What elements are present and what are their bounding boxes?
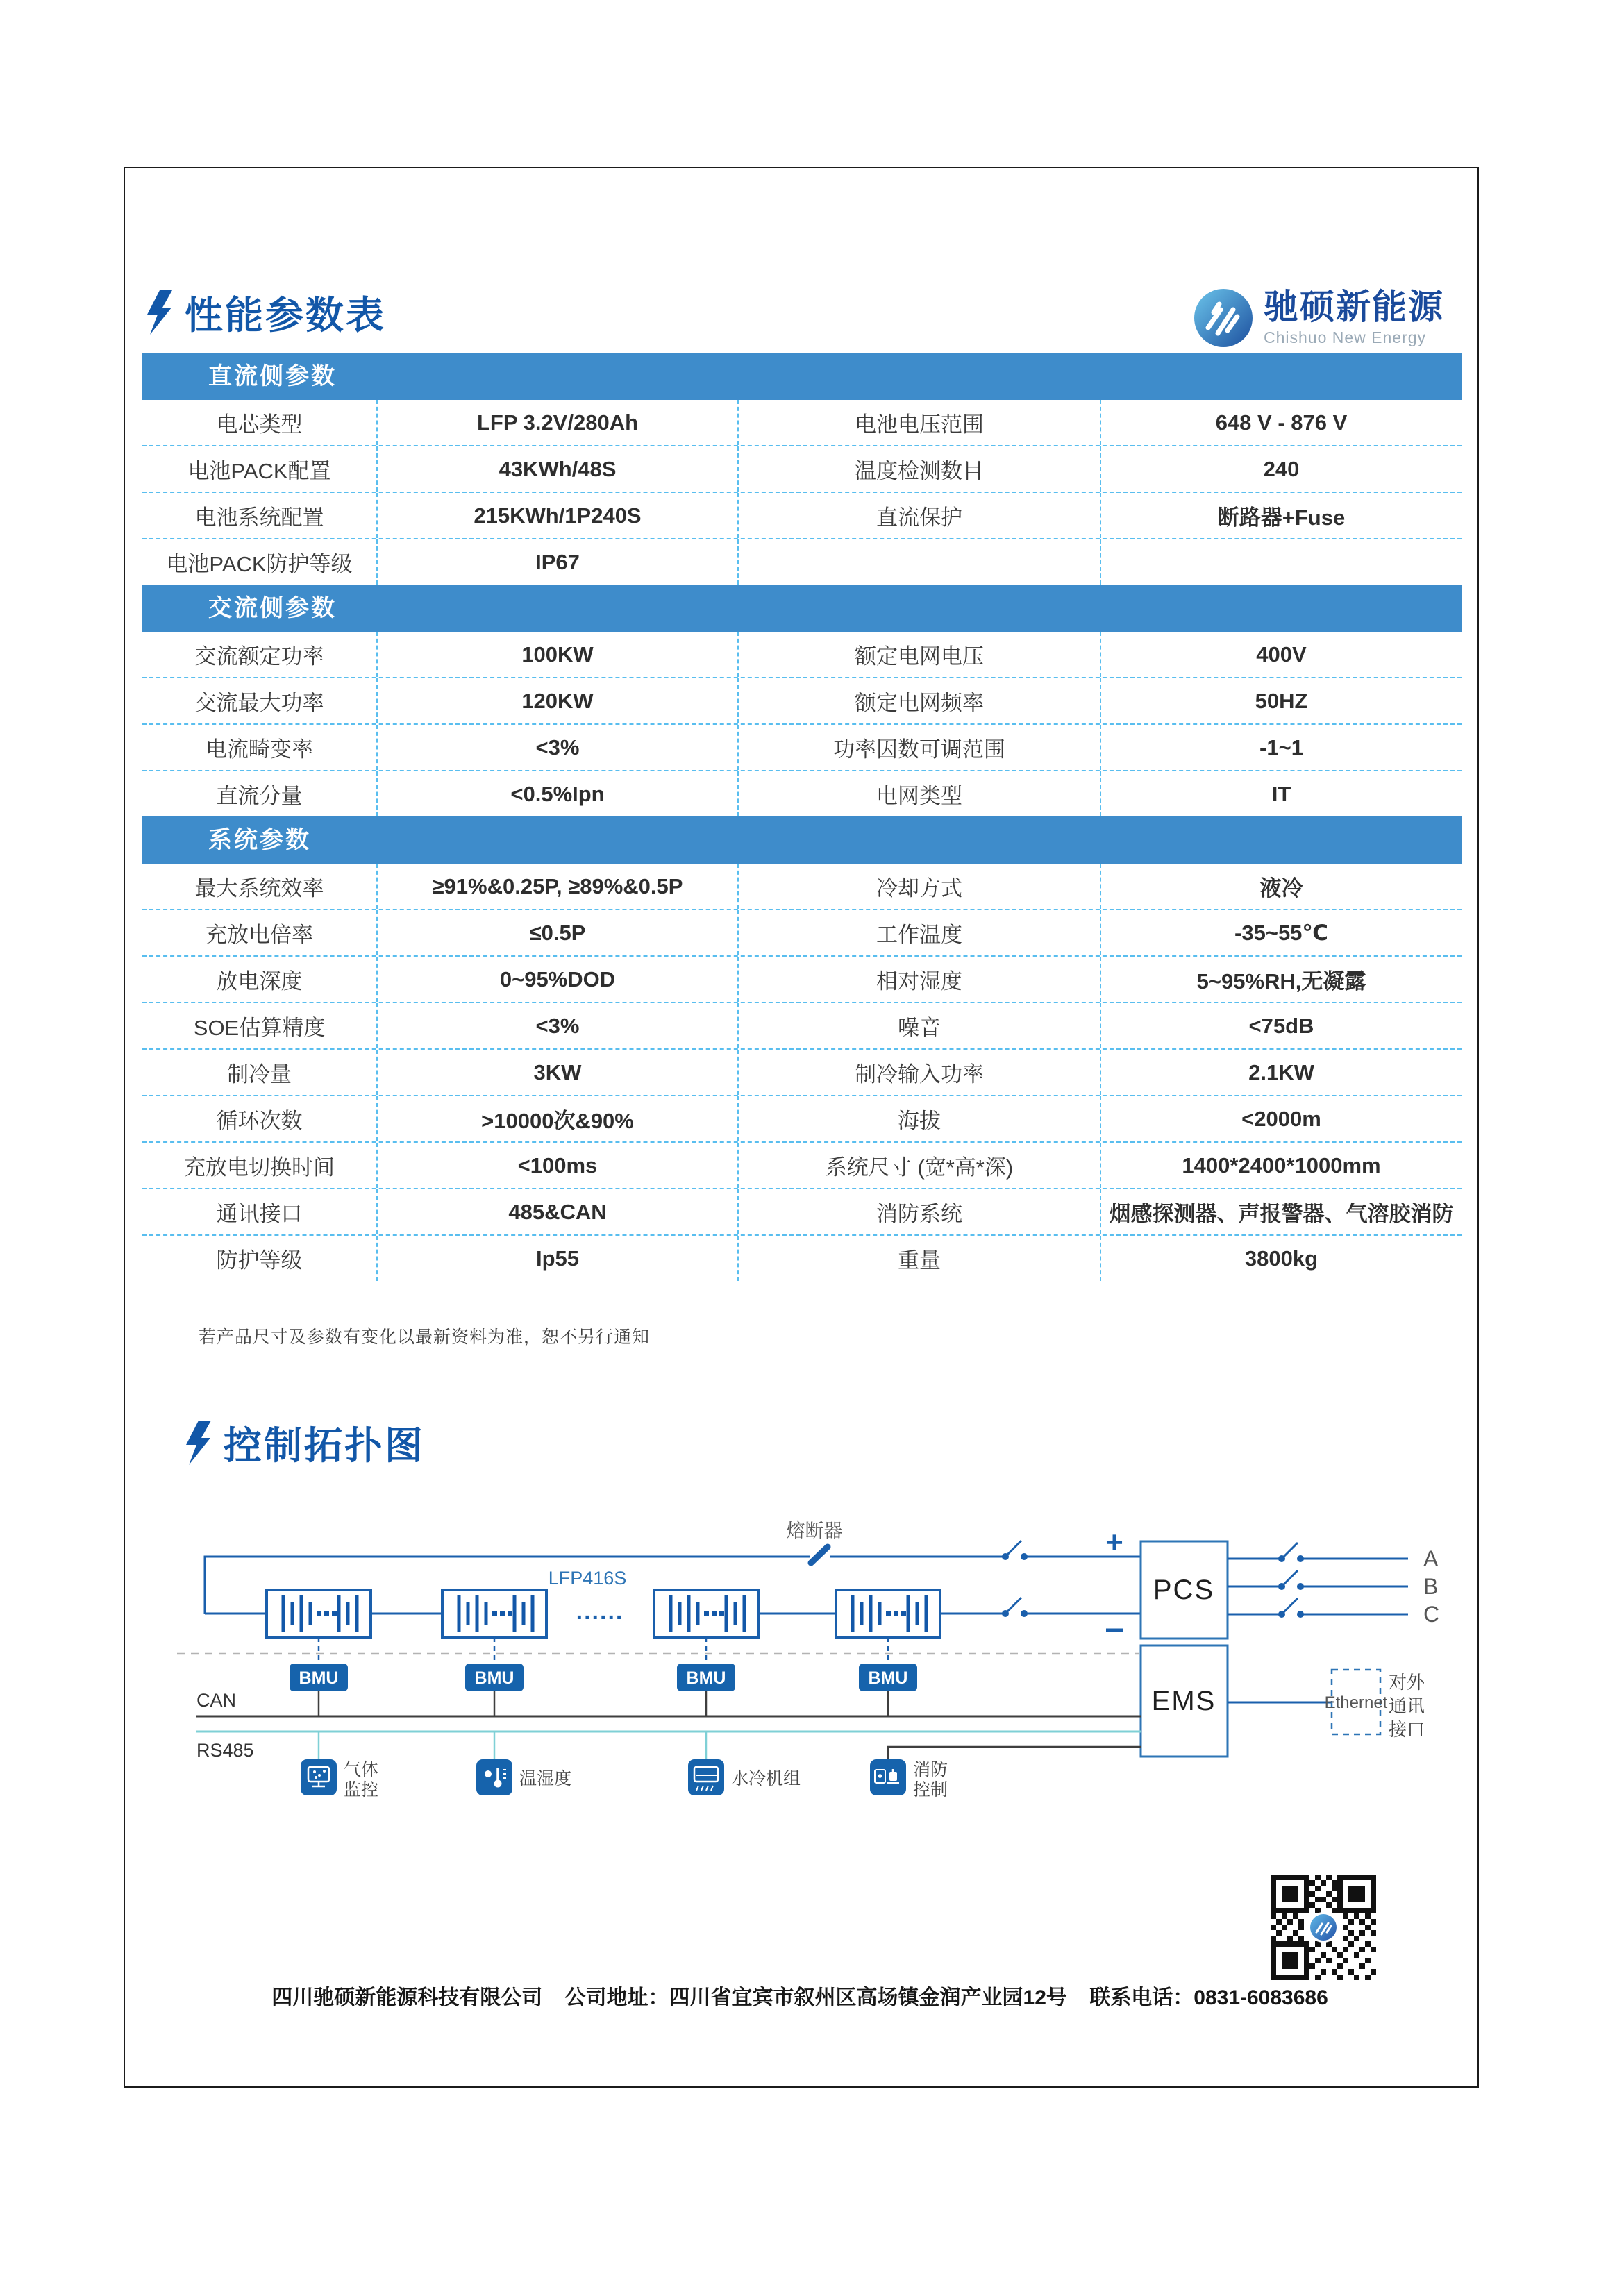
param-value: <2000m: [1100, 1096, 1462, 1141]
table-row: [142, 678, 1462, 725]
minus-sign: −: [1104, 1612, 1125, 1649]
pcs-label: PCS: [1153, 1575, 1215, 1605]
phase-a-label: A: [1423, 1546, 1439, 1571]
disclaimer-note: 若产品尺寸及参数有变化以最新资料为准，恕不另行通知: [199, 1327, 651, 1347]
table-row: [142, 1003, 1462, 1050]
param-label: 最大系统效率: [194, 876, 324, 900]
table-row: [142, 1096, 1462, 1143]
section-ac-rows: [142, 632, 1462, 816]
param-value: IP67: [376, 539, 737, 585]
bmu-label: BMU: [868, 1668, 908, 1688]
table-row: [142, 1236, 1462, 1281]
device-label: 监控: [344, 1780, 379, 1800]
param-value: 215KWh/1P240S: [376, 493, 737, 538]
footer-phone: 联系电话：0831-6083686: [1089, 1986, 1328, 2009]
water-cooling-icon: [688, 1759, 724, 1795]
param-label: 冷却方式: [737, 864, 1100, 909]
dc-minus-switch: [1003, 1598, 1027, 1616]
param-value: 1400*2400*1000mm: [1100, 1143, 1462, 1188]
param-label: 电网类型: [737, 771, 1100, 816]
param-value: 485&CAN: [376, 1189, 737, 1234]
param-value: 400V: [1100, 632, 1462, 677]
param-value: <0.5%Ipn: [376, 771, 737, 816]
param-label: 直流分量: [216, 784, 303, 808]
param-label: 消防系统: [737, 1189, 1100, 1234]
param-value: <3%: [376, 725, 737, 770]
param-value: 648 V - 876 V: [1100, 400, 1462, 445]
table-row: [142, 632, 1462, 678]
table-row: [142, 1189, 1462, 1236]
param-value: 120KW: [376, 678, 737, 723]
param-value: 50HZ: [1100, 678, 1462, 723]
param-label: SOE估算精度: [193, 1016, 326, 1040]
param-value: -1~1: [1100, 725, 1462, 770]
company-logo-icon: [1193, 287, 1254, 349]
control-topology-diagram: [124, 1500, 1479, 1826]
can-label: CAN: [196, 1690, 237, 1711]
table-row: [142, 957, 1462, 1003]
battery-bmu-links: [319, 1637, 888, 1664]
footer-company-name: 四川驰硕新能源科技有限公司: [271, 1986, 543, 2009]
section-header-system: 系统参数: [142, 816, 1462, 864]
param-value: 2.1KW: [1100, 1050, 1462, 1095]
param-label: [737, 539, 1100, 585]
gas-monitor-icon: [301, 1759, 337, 1795]
external-port-label: 接口: [1389, 1719, 1425, 1740]
param-label: 海拔: [737, 1096, 1100, 1141]
param-label: 电池PACK配置: [187, 459, 331, 483]
table-row: [142, 1143, 1462, 1189]
param-value: IT: [1100, 771, 1462, 816]
param-label: 额定电网频率: [737, 678, 1100, 723]
plus-sign: +: [1105, 1525, 1123, 1559]
param-label: 功率因数可调范围: [737, 725, 1100, 770]
param-value: 5~95%RH,无凝露: [1100, 957, 1462, 1002]
bmu-can-links: [319, 1691, 888, 1716]
lightning-icon: [182, 1421, 211, 1465]
phase-c-label: C: [1423, 1602, 1440, 1627]
param-value: ≥91%&0.25P, ≥89%&0.5P: [376, 864, 737, 909]
param-value: <3%: [376, 1003, 737, 1048]
param-label: 放电深度: [216, 969, 303, 994]
param-label: 重量: [737, 1236, 1100, 1281]
param-value: ≤0.5P: [376, 910, 737, 955]
param-value: 3KW: [376, 1050, 737, 1095]
param-label: 交流额定功率: [194, 644, 324, 669]
param-value: 液冷: [1100, 864, 1462, 909]
bmu-label: BMU: [686, 1668, 726, 1688]
bmu-label: BMU: [299, 1668, 339, 1688]
param-label: 电池PACK防护等级: [166, 552, 353, 576]
battery-pack: [836, 1590, 940, 1637]
table-row: [142, 864, 1462, 910]
param-value: 断路器+Fuse: [1100, 493, 1462, 538]
param-value: 3800kg: [1100, 1236, 1462, 1281]
param-value: <100ms: [376, 1143, 737, 1188]
param-label: 系统尺寸 (宽*高*深): [737, 1143, 1100, 1188]
device-label: 控制: [913, 1780, 948, 1800]
section-title: 控制拓扑图: [224, 1424, 426, 1467]
bmu-boxes: [290, 1664, 917, 1691]
ethernet-label: Ethernet: [1324, 1693, 1388, 1712]
ac-phase-lines: [1228, 1559, 1408, 1614]
fire-control-icon: [870, 1759, 906, 1795]
param-value: LFP 3.2V/280Ah: [376, 400, 737, 445]
param-value: 0~95%DOD: [376, 957, 737, 1002]
param-label: 制冷输入功率: [737, 1050, 1100, 1095]
param-label: 制冷量: [227, 1062, 292, 1087]
phase-b-label: B: [1423, 1574, 1439, 1599]
section-dc-rows: [142, 400, 1462, 585]
qr-code: [1271, 1875, 1376, 1980]
rs485-label: RS485: [196, 1740, 254, 1761]
ellipsis-packs: ......: [576, 1598, 624, 1625]
external-port-label: 通讯: [1389, 1695, 1425, 1716]
table-row: [142, 725, 1462, 771]
param-value: Ip55: [376, 1236, 737, 1281]
fire-control-link: [888, 1747, 1141, 1759]
table-row: [142, 910, 1462, 957]
table-row: [142, 446, 1462, 493]
dc-plus-switch: [1003, 1541, 1027, 1559]
performance-table-title: [143, 285, 386, 340]
param-value: 100KW: [376, 632, 737, 677]
table-row: [142, 539, 1462, 585]
section-header-ac: 交流侧参数: [142, 585, 1462, 632]
ac-phase-switches: [1280, 1543, 1303, 1617]
param-value: -35~55℃: [1100, 910, 1462, 955]
param-label: 电池系统配置: [194, 505, 324, 530]
table-row: [142, 771, 1462, 816]
topology-title: [182, 1415, 425, 1470]
param-label: 电池电压范围: [737, 400, 1100, 445]
battery-pack: [267, 1590, 371, 1637]
fuse-symbol: [811, 1547, 828, 1563]
param-label: 相对湿度: [737, 957, 1100, 1002]
device-label: 水冷机组: [731, 1769, 801, 1788]
external-port-label: 对外: [1389, 1672, 1425, 1693]
fuse-label: 熔断器: [786, 1520, 843, 1541]
lightning-icon: [143, 290, 172, 335]
temp-humidity-icon: [476, 1759, 512, 1795]
device-label: 温湿度: [519, 1769, 572, 1788]
section-system-rows: [142, 864, 1462, 1281]
footer-company-info: [124, 1980, 1476, 2011]
footer-address: 公司地址：四川省宜宾市叙州区高场镇金润产业园12号: [564, 1986, 1067, 2009]
battery-pack: [442, 1590, 546, 1637]
spec-table: [142, 353, 1462, 1281]
param-label: 电芯类型: [216, 412, 303, 437]
device-label: 消防: [913, 1760, 948, 1779]
section-header-dc: 直流侧参数: [142, 353, 1462, 400]
param-value: >10000次&90%: [376, 1096, 737, 1141]
company-logo: [1193, 287, 1444, 349]
param-label: 充放电倍率: [206, 923, 313, 947]
param-label: 温度检测数目: [737, 446, 1100, 492]
param-label: 噪音: [737, 1003, 1100, 1048]
bmu-label: BMU: [474, 1668, 514, 1688]
param-value: 43KWh/48S: [376, 446, 737, 492]
param-label: 电流畸变率: [206, 737, 313, 762]
battery-string-label: LFP416S: [548, 1568, 627, 1589]
param-label: 额定电网电压: [737, 632, 1100, 677]
param-value: [1100, 539, 1462, 585]
param-value: 烟感探测器、声报警器、气溶胶消防: [1100, 1189, 1462, 1234]
rs485-device-links: [319, 1732, 706, 1759]
param-label: 工作温度: [737, 910, 1100, 955]
battery-pack: [654, 1590, 758, 1637]
param-label: 防护等级: [216, 1248, 303, 1273]
company-name-cn: 驰硕新能源: [1264, 287, 1444, 327]
param-label: 循环次数: [216, 1109, 303, 1133]
param-value: <75dB: [1100, 1003, 1462, 1048]
device-label: 气体: [344, 1760, 379, 1779]
param-label: 交流最大功率: [194, 691, 324, 715]
ems-label: EMS: [1151, 1686, 1216, 1716]
table-row: [142, 400, 1462, 446]
table-row: [142, 1050, 1462, 1096]
param-value: 240: [1100, 446, 1462, 492]
param-label: 通讯接口: [216, 1202, 303, 1226]
company-name-en: Chishuo New Energy: [1264, 328, 1427, 346]
param-label: 直流保护: [737, 493, 1100, 538]
param-label: 充放电切换时间: [184, 1155, 335, 1180]
page-title: 性能参数表: [185, 294, 387, 337]
table-row: [142, 493, 1462, 539]
